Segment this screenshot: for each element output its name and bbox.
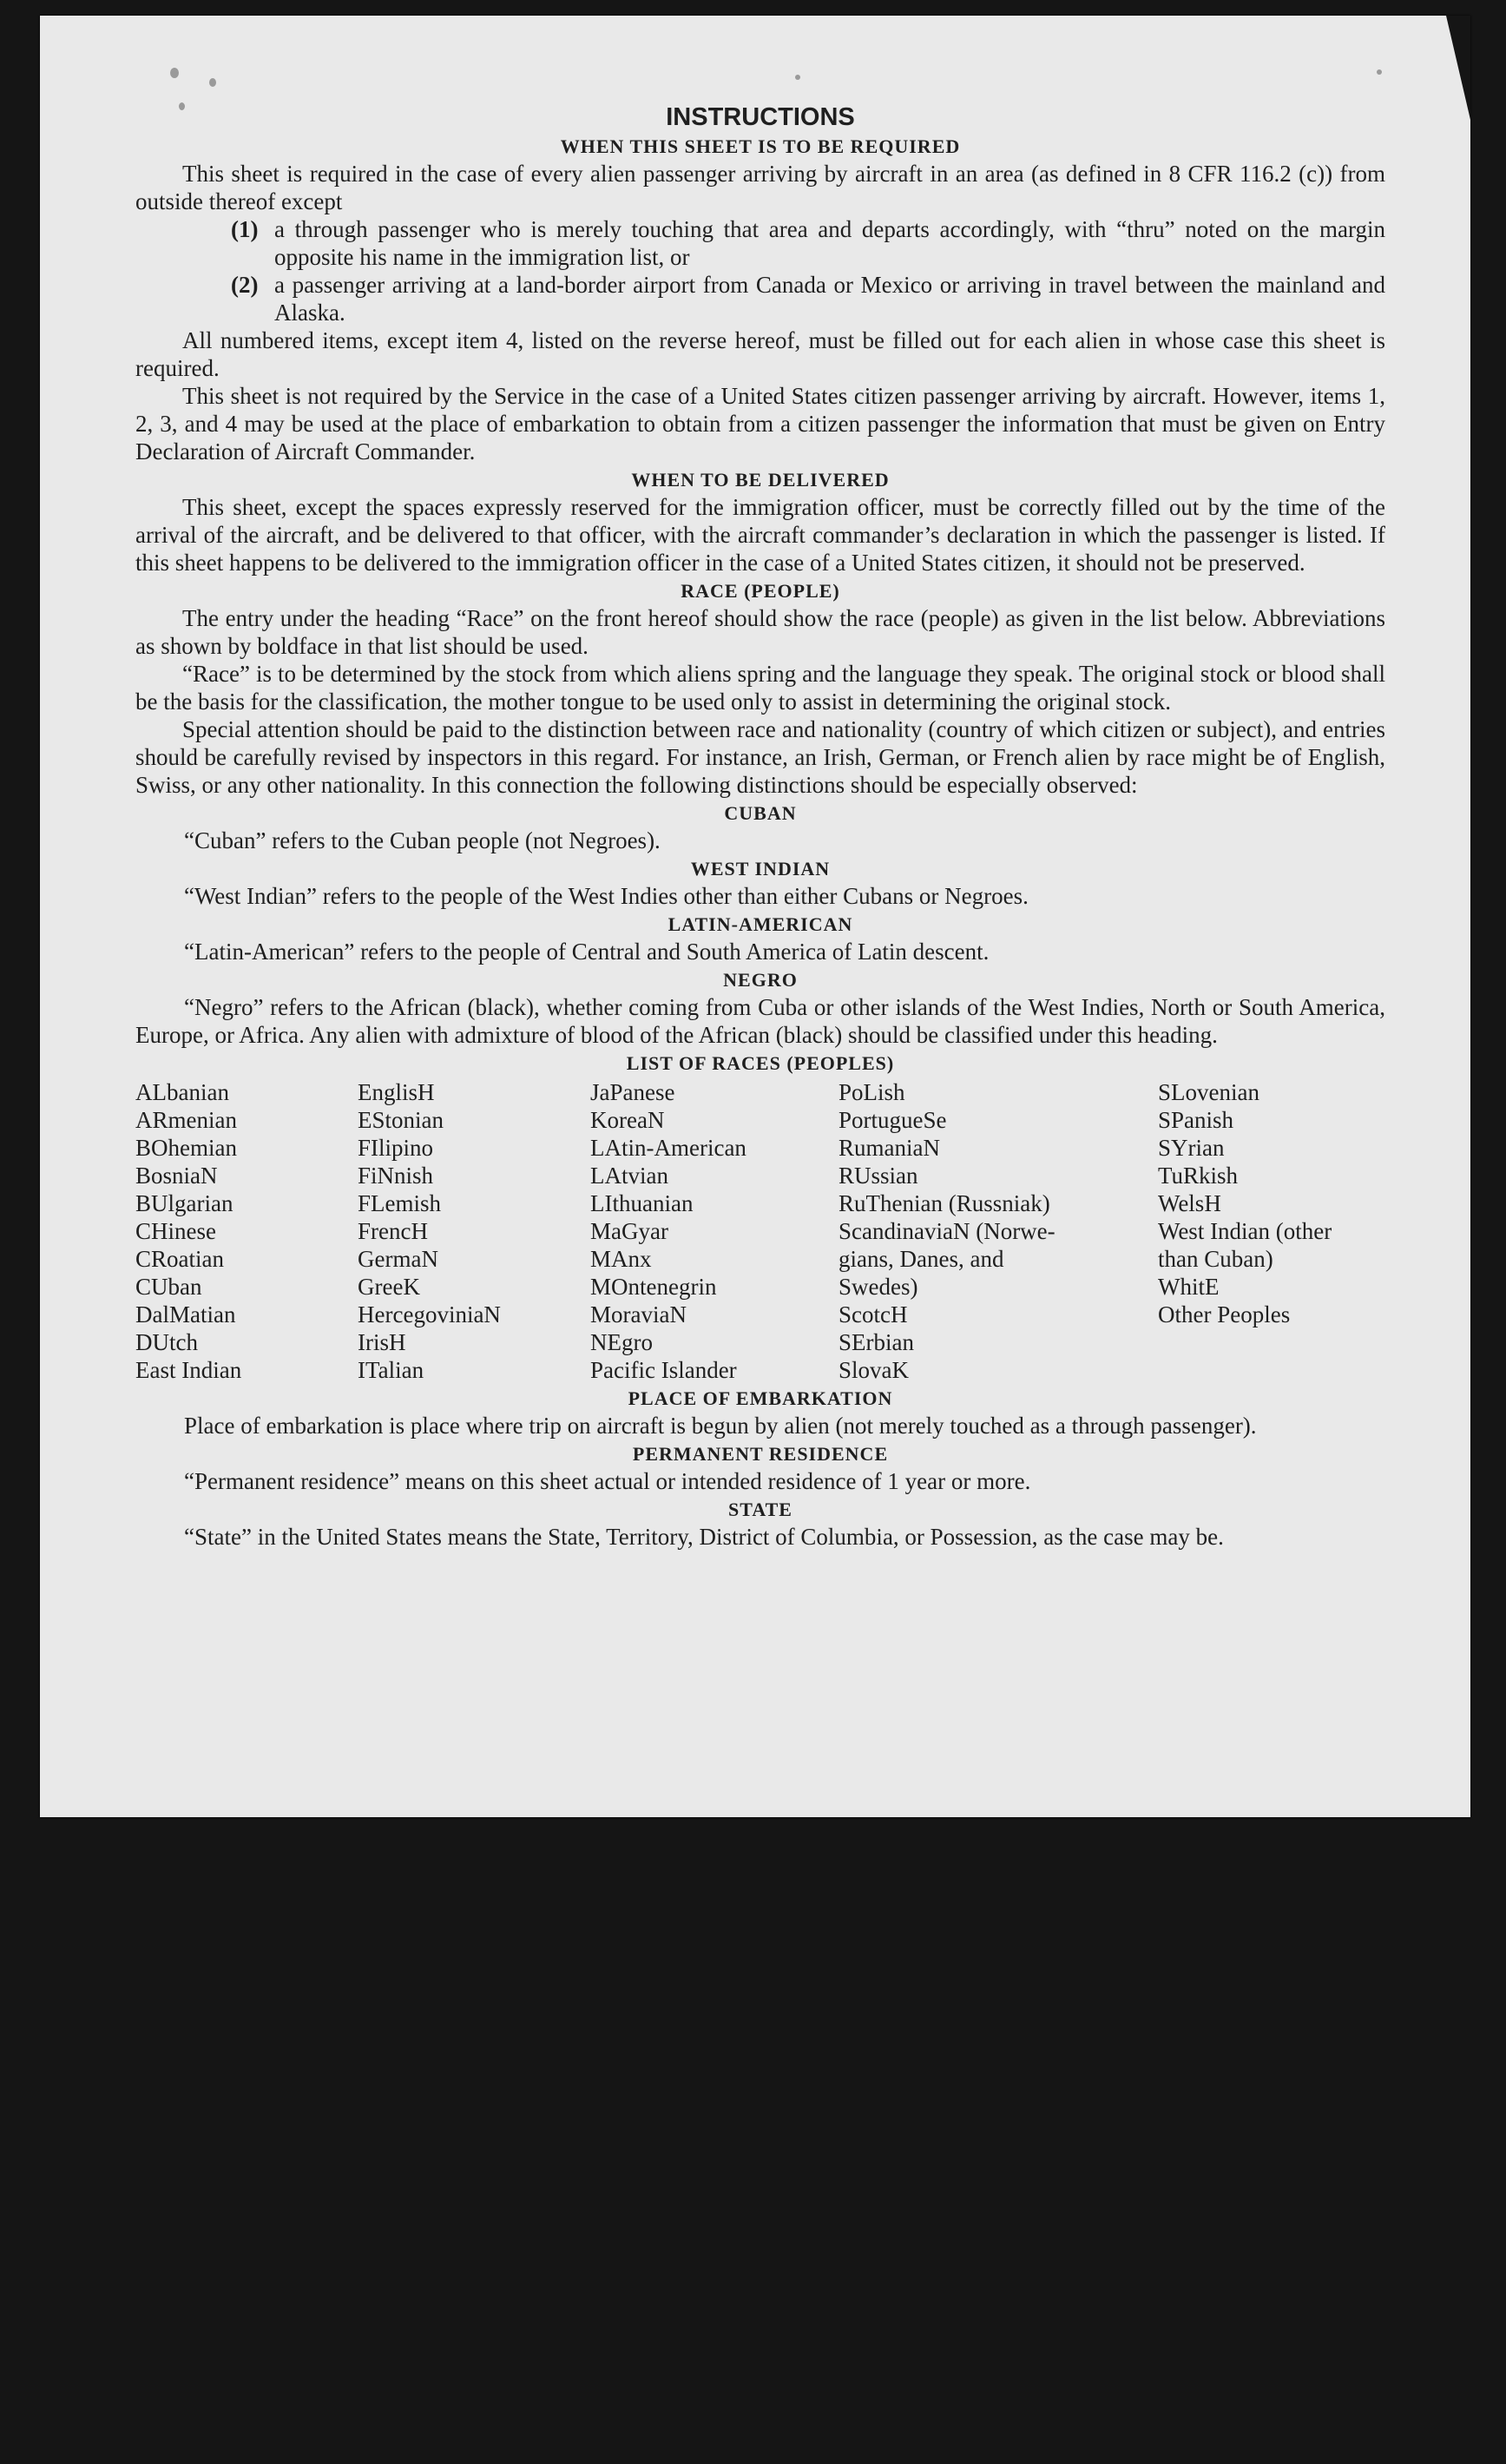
race-entry: FLemish: [358, 1190, 442, 1216]
paragraph: This sheet, except the spaces expressly reserved for the immigration officer, must be correctly filled out by the time of the arrival of the aircraft, and be delivered to that officer, with the aircraft commander’s declaration in which the passenger is listed. If this sheet happens to be delivered to the immigration officer in the case of a United States citizen, it should not be preserved.: [135, 494, 1385, 576]
race-entry: RumaniaN: [838, 1135, 940, 1161]
section-heading: RACE (PEOPLE): [681, 580, 840, 602]
paragraph: “West Indian” refers to the people of the West Indies other than either Cubans or Negroes.: [184, 883, 1029, 909]
race-entry: ScandinaviaN (Norwe- gians, Danes, and Swedes): [838, 1218, 1056, 1300]
race-entry: MOntenegrin: [590, 1274, 717, 1300]
section-heading: NEGRO: [723, 969, 798, 991]
race-entry: ScotcH: [838, 1301, 908, 1328]
race-entry: ARmenian: [135, 1107, 237, 1133]
race-entry: Other Peoples: [1158, 1301, 1291, 1328]
race-entry: MAnx: [590, 1246, 652, 1272]
race-entry: KoreaN: [590, 1107, 665, 1133]
race-entry: HercegoviniaN: [358, 1301, 501, 1328]
page-title: INSTRUCTIONS: [666, 103, 855, 131]
race-entry: West Indian (other than Cuban): [1158, 1218, 1332, 1272]
race-entry: FIlipino: [358, 1135, 434, 1161]
races-column: [1158, 1078, 1385, 1384]
list-item: [231, 271, 1385, 326]
section-heading: LIST OF RACES (PEOPLES): [626, 1052, 895, 1074]
race-entry: BUlgarian: [135, 1190, 233, 1216]
item-number: (2): [231, 272, 259, 298]
race-entry: LAtin-American: [590, 1135, 746, 1161]
race-entry: WelsH: [1158, 1190, 1221, 1216]
paragraph: “State” in the United States means the State, Territory, District of Columbia, or Possession, as the case may be.: [184, 1524, 1224, 1550]
page-corner-cut: [1446, 16, 1470, 120]
races-column: [358, 1078, 590, 1384]
race-entry: EnglisH: [358, 1079, 435, 1105]
race-entry: LAtvian: [590, 1163, 668, 1189]
race-entry: SlovaK: [838, 1357, 909, 1383]
race-entry: IrisH: [358, 1329, 406, 1355]
race-entry: BosniaN: [135, 1163, 218, 1189]
race-entry: LIthuanian: [590, 1190, 694, 1216]
races-column: [135, 1078, 358, 1384]
race-entry: DUtch: [135, 1329, 198, 1355]
race-entry: CHinese: [135, 1218, 216, 1244]
race-entry: MoraviaN: [590, 1301, 687, 1328]
item-text: a through passenger who is merely touching that area and departs accordingly, with “thru” noted on the margin opposite his name in the immigration list, or: [274, 216, 1385, 270]
ink-speck: [170, 68, 179, 78]
item-text: a passenger arriving at a land-border airport from Canada or Mexico or arriving in travel between the mainland and Alaska.: [274, 272, 1385, 326]
race-entry: EStonian: [358, 1107, 444, 1133]
race-entry: ITalian: [358, 1357, 424, 1383]
paragraph: All numbered items, except item 4, listed on the reverse hereof, must be filled out for each alien in whose case this sheet is required.: [135, 327, 1385, 381]
paragraph: The entry under the heading “Race” on the front hereof should show the race (people) as given in the list below. Abbreviations as shown by boldface in that list should be used.: [135, 605, 1385, 659]
race-entry: NEgro: [590, 1329, 653, 1355]
paragraph: This sheet is not required by the Service in the case of a United States citizen passenger arriving by aircraft. However, items 1, 2, 3, and 4 may be used at the place of embarkation to obtain from a citizen passenger the information that must be given on Entry Declaration of Aircraft Commander.: [135, 383, 1385, 464]
races-column: [590, 1078, 838, 1384]
race-entry: CRoatian: [135, 1246, 224, 1272]
race-entry: BOhemian: [135, 1135, 237, 1161]
race-entry: SYrian: [1158, 1135, 1225, 1161]
section-heading: LATIN-AMERICAN: [668, 913, 853, 935]
paragraph: “Cuban” refers to the Cuban people (not Negroes).: [184, 827, 661, 853]
race-entry: ALbanian: [135, 1079, 229, 1105]
races-column: [838, 1078, 1158, 1384]
ink-speck: [1377, 69, 1382, 75]
list-item: [231, 215, 1385, 271]
race-entry: WhitE: [1158, 1274, 1220, 1300]
race-entry: SErbian: [838, 1329, 914, 1355]
race-entry: GermaN: [358, 1246, 438, 1272]
section-heading: WHEN TO BE DELIVERED: [631, 469, 890, 491]
section-heading: CUBAN: [724, 802, 797, 824]
ink-speck: [795, 75, 800, 80]
paragraph: “Race” is to be determined by the stock from which aliens spring and the language they speak. The original stock or blood shall be the basis for the classification, the mother tongue to be used only to assist in determining the original stock.: [135, 661, 1385, 715]
race-entry: RuThenian (Russniak): [838, 1190, 1050, 1216]
paragraph: “Latin-American” refers to the people of Central and South America of Latin descent.: [184, 939, 990, 965]
section-heading: PERMANENT RESIDENCE: [632, 1443, 889, 1465]
instructions-text: [135, 102, 1385, 1551]
race-entry: SPanish: [1158, 1107, 1234, 1133]
paragraph: This sheet is required in the case of every alien passenger arriving by aircraft in an area (as defined in 8 CFR 116.2 (c)) from outside thereof except: [135, 161, 1385, 214]
paragraph: “Permanent residence” means on this sheet actual or intended residence of 1 year or more.: [184, 1468, 1031, 1494]
section-heading: WHEN THIS SHEET IS TO BE REQUIRED: [560, 135, 961, 157]
document-page: [40, 16, 1470, 1817]
race-entry: PortugueSe: [838, 1107, 947, 1133]
paragraph: “Negro” refers to the African (black), whether coming from Cuba or other islands of the West Indies, North or South America, Europe, or Africa. Any alien with admixture of blood of the African (black) should be classified under this heading.: [135, 994, 1385, 1048]
race-entry: East Indian: [135, 1357, 242, 1383]
race-entry: JaPanese: [590, 1079, 675, 1105]
section-heading: PLACE OF EMBARKATION: [628, 1387, 893, 1409]
race-entry: Pacific Islander: [590, 1357, 737, 1383]
race-entry: FiNnish: [358, 1163, 434, 1189]
race-entry: GreeK: [358, 1274, 420, 1300]
races-list: [135, 1078, 1385, 1384]
race-entry: FrencH: [358, 1218, 428, 1244]
race-entry: SLovenian: [1158, 1079, 1259, 1105]
race-entry: PoLish: [838, 1079, 905, 1105]
ink-speck: [209, 78, 216, 87]
paragraph: Place of embarkation is place where trip on aircraft is begun by alien (not merely touched as a through passenger).: [184, 1413, 1257, 1439]
paragraph: Special attention should be paid to the distinction between race and nationality (country of which citizen or subject), and entries should be carefully revised by inspectors in this regard. For instance, an Irish, German, or French alien by race might be of English, Swiss, or any other nationality. In this connection the following distinctions should be especially observed:: [135, 716, 1385, 798]
race-entry: RUssian: [838, 1163, 918, 1189]
race-entry: MaGyar: [590, 1218, 668, 1244]
item-number: (1): [231, 216, 259, 242]
section-heading: WEST INDIAN: [690, 858, 831, 880]
section-heading: STATE: [728, 1499, 792, 1520]
race-entry: TuRkish: [1158, 1163, 1239, 1189]
race-entry: DalMatian: [135, 1301, 236, 1328]
race-entry: CUban: [135, 1274, 202, 1300]
